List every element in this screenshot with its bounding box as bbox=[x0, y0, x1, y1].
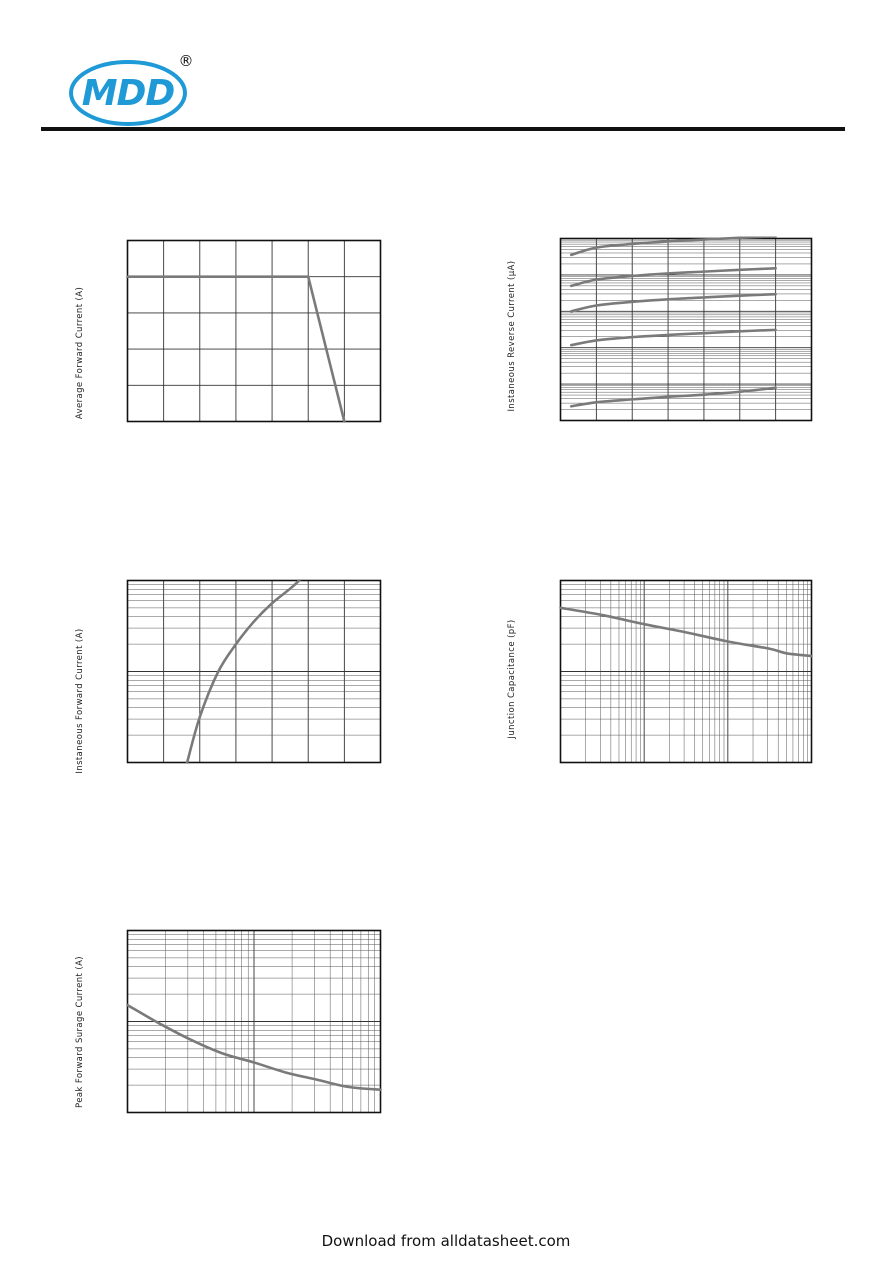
registered-mark: ® bbox=[178, 52, 194, 70]
chart-peak-forward-surge-current bbox=[126, 929, 382, 1114]
chart-average-forward-current bbox=[126, 239, 382, 423]
ylabel-peak-forward-surge-current: Peak Forward Surage Current (A) bbox=[75, 955, 85, 1109]
footer-download-text: Download from alldatasheet.com bbox=[321, 1232, 571, 1250]
grid bbox=[128, 581, 381, 763]
ylabel-instaneous-reverse-current: Instaneous Reverse Current (µA) bbox=[507, 260, 517, 412]
chart-junction-capacitance bbox=[559, 579, 813, 764]
mdd-logo bbox=[66, 48, 226, 128]
header-rule bbox=[41, 127, 845, 131]
series-line-4 bbox=[571, 388, 775, 407]
chart-instaneous-reverse-current bbox=[559, 237, 813, 422]
plot-frame bbox=[128, 241, 381, 422]
grid bbox=[561, 581, 812, 763]
ylabel-average-forward-current: Average Forward Current (A) bbox=[75, 286, 85, 420]
ylabel-instaneous-forward-current: Instaneous Forward Current (A) bbox=[75, 628, 85, 774]
grid bbox=[128, 241, 381, 422]
ylabel-junction-capacitance: Junction Capacitance (pF) bbox=[507, 619, 517, 739]
chart-instaneous-forward-current bbox=[126, 579, 382, 764]
series-line-3 bbox=[571, 330, 775, 345]
series-line-0 bbox=[561, 608, 812, 656]
logo-text: MDD bbox=[81, 73, 175, 114]
series-line-2 bbox=[571, 294, 775, 311]
